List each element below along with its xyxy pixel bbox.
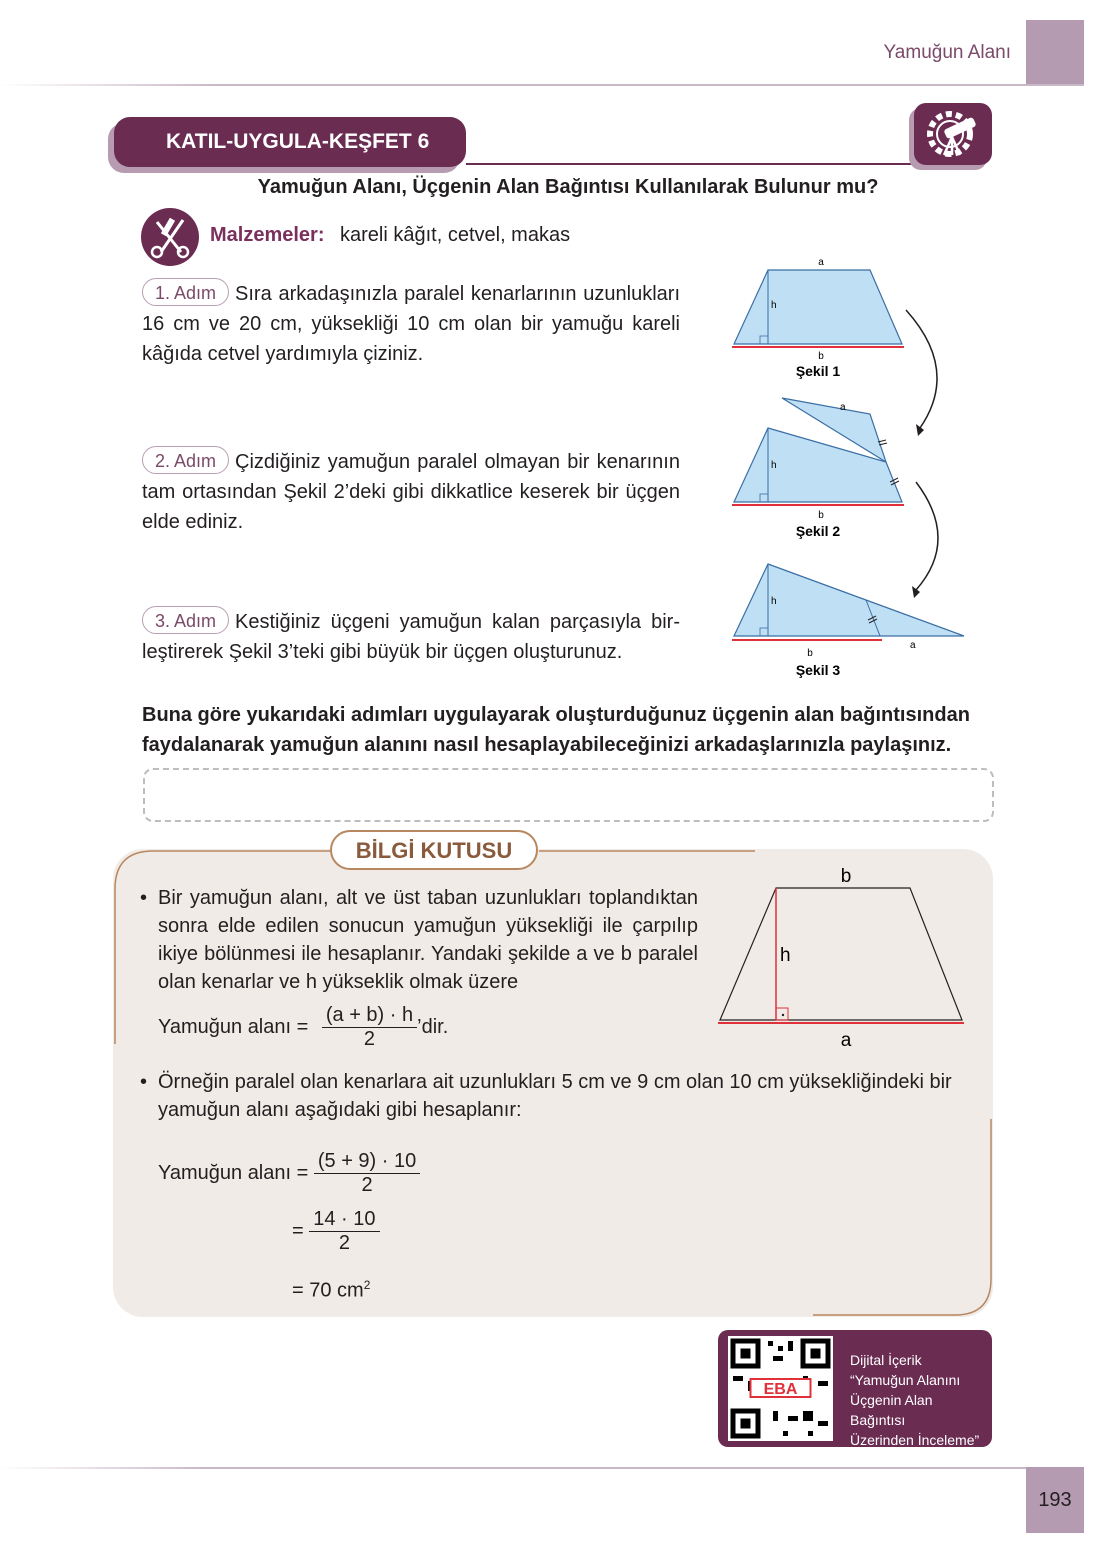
qr-code[interactable]: [728, 1336, 833, 1441]
example-step-2: [292, 1208, 380, 1255]
fig1-caption: Şekil 1: [795, 363, 841, 379]
footer-rule: [0, 1467, 1026, 1469]
step-2-label: 2. Adım: [142, 446, 229, 474]
step-1-text: Sıra arkadaşınızla paralel kenarlarının uzunlukları 16 cm ve 20 cm, yüksekliği 10 cm olan bir yamuğu kareli kâğıda cetvel yardımıyla çiziniz.: [142, 283, 680, 365]
figure-1-trapezoid: [732, 270, 904, 347]
step-3-label: 3. Adım: [142, 606, 229, 634]
info-diagram-bottom-label: a: [840, 1030, 852, 1051]
tools-icon: [141, 208, 199, 266]
figure-2-shapes: [732, 398, 904, 505]
step-1-label: 1. Adım: [142, 278, 229, 306]
materials-value: kareli kâğıt, cetvel, makas: [340, 224, 571, 246]
formula-denominator: 2: [363, 1028, 376, 1050]
example-label: Yamuğun alanı =: [158, 1161, 309, 1184]
fig1-bottom-label: b: [818, 351, 824, 362]
step-2-text: Çizdiğiniz yamuğun paralel olmayan bir kenarının tam ortasından Şekil 2’deki gibi dikkatlice keserek bir üçgen elde ediniz.: [142, 451, 680, 533]
info-diagram-top-label: b: [840, 866, 852, 887]
step-3-text: Kestiğiniz üçgeni yamuğun kalan parçasıyla birleştirerek Şekil 3’teki gibi büyük bir üçgen oluşturunuz.: [142, 611, 680, 663]
digital-line-2: “Yamuğun Alanını: [850, 1372, 961, 1388]
activity-question: Yamuğun Alanı, Üçgenin Alan Bağıntısı Kullanılarak Bulunur mu?: [257, 176, 879, 198]
fig3-caption: Şekil 3: [795, 662, 841, 678]
digital-content-text: [850, 1350, 988, 1450]
figure-3-triangle: [732, 564, 964, 640]
header-tab: [1026, 20, 1084, 86]
formula-numerator: (a + b) · h: [322, 1004, 417, 1028]
info-trapezoid-diagram: [712, 862, 974, 1054]
formula-label: Yamuğun alanı =: [158, 1015, 309, 1038]
digital-line-4: Üzerinden İnceleme”: [850, 1432, 980, 1448]
answer-box[interactable]: [143, 768, 994, 822]
fig2-height-label: h: [771, 460, 777, 471]
fig1-height-label: h: [771, 300, 777, 311]
fig3-bottom-label: b: [807, 648, 813, 659]
step-3: [142, 606, 680, 667]
fig2-bottom-label: b: [818, 510, 824, 521]
steps-figures: [720, 250, 980, 690]
digital-line-3: Üçgenin Alan Bağıntısı: [850, 1392, 933, 1428]
info-bullet-2-text: Örneğin paralel olan kenarlara ait uzunlukları 5 cm ve 9 cm olan 10 cm yüksekliğindeki bir yamuğun alanı aşağıdaki gibi hesaplanır:: [158, 1071, 952, 1121]
eba-logo: EBA: [763, 1381, 798, 1398]
example-num-1: (5 + 9) · 10: [314, 1150, 420, 1174]
page-number: 193: [1026, 1467, 1084, 1533]
example-result-text: = 70 cm: [292, 1279, 364, 1302]
activity-prompt: Buna göre yukarıdaki adımları uygulayarak oluşturduğunuz üçgenin alan bağıntısından faydalanarak yamuğun alanını nasıl hesaplayabileceğinizi arkadaşlarınızla paylaşınız.: [142, 704, 970, 756]
step-2: [142, 446, 680, 537]
info-bullet-1-text: Bir yamuğun alanı, alt ve üst taban uzunlukları toplandıktan sonra elde edilen sonucun yamuğun yüksekliği ile çarpılıp ikiye bölünmesi ile hesaplanır. Yandaki şekilde a ve b paralel olan kenarlar ve h yükseklik olmak üzere: [158, 887, 698, 993]
digital-line-1: Dijital İçerik: [850, 1352, 922, 1368]
info-bullet-1: • Bir yamuğun alanı, alt ve üst taban uzunlukları toplandıktan sonra elde edilen sonucun yamuğun yüksekliği ile çarpılıp ikiye bölünmesi ile hesaplanır. Yandaki şekilde a ve b paralel olan kenarlar ve h yükseklik olmak üzere: [140, 884, 698, 996]
activity-badge: KATIL-UYGULA-KEŞFET 6: [114, 117, 466, 167]
example-den-2: 2: [338, 1232, 350, 1254]
info-bullet-2: • Örneğin paralel olan kenarlara ait uzunlukları 5 cm ve 9 cm olan 10 cm yüksekliğindeki bir yamuğun alanı aşağıdaki gibi hesaplanır:: [140, 1068, 970, 1124]
arrow-1-2-icon: [906, 310, 937, 428]
example-den-1: 2: [361, 1174, 373, 1196]
activity-rule: [466, 163, 922, 165]
info-box-title: BİLGİ KUTUSU: [330, 830, 538, 870]
running-header-title: Yamuğun Alanı: [883, 42, 1011, 63]
info-formula: [158, 1004, 448, 1051]
arrow-2-3-icon: [916, 482, 938, 590]
example-step-1: [158, 1150, 420, 1197]
fig1-top-label: a: [818, 257, 824, 268]
example-result: [292, 1278, 370, 1303]
fig3-top-label: a: [910, 640, 916, 651]
header-rule: [0, 84, 1084, 86]
example-num-2: 14 · 10: [309, 1208, 379, 1232]
materials-label: Malzemeler:: [210, 224, 325, 246]
formula-suffix: ’dir.: [417, 1015, 449, 1038]
example-eq: =: [292, 1219, 304, 1242]
fig3-height-label: h: [771, 596, 777, 607]
fig2-caption: Şekil 2: [795, 523, 841, 539]
telescope-gear-icon: [914, 103, 992, 165]
step-1: [142, 278, 680, 369]
info-diagram-height-label: h: [780, 945, 791, 966]
fig2-top-label: a: [840, 402, 846, 413]
example-result-sup: 2: [363, 1278, 371, 1292]
